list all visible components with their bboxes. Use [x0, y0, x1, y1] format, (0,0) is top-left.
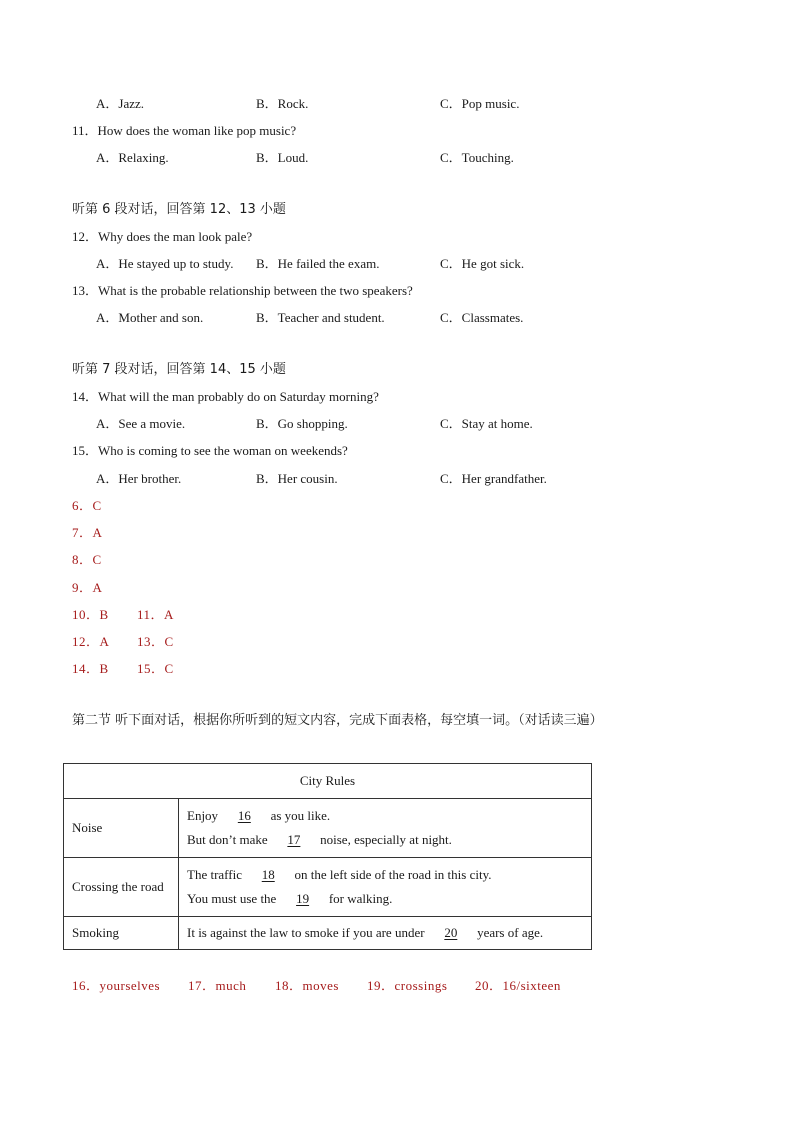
- table-row-noise: [64, 799, 592, 858]
- answer-17: 17．much: [188, 978, 247, 993]
- blank-20: 20: [444, 925, 458, 940]
- q15-question: 15．Who is coming to see the woman on weekends?: [72, 443, 348, 458]
- q15-option-a: A．Her brother.: [96, 471, 182, 486]
- q10-option-c: C．Pop music.: [440, 96, 520, 111]
- blank-18: 18: [261, 867, 275, 882]
- row-content-smoking: [179, 917, 592, 950]
- row-label-crossing: Crossing the road: [64, 858, 179, 917]
- answer-7: 7．A: [72, 525, 103, 540]
- section7-heading: 听第 7 段对话，回答第 14、15 小题: [72, 362, 286, 377]
- answer-20: 20．16/sixteen: [475, 978, 561, 993]
- answer-15: 15．C: [137, 661, 174, 676]
- q13-option-b: B．Teacher and student.: [256, 310, 385, 325]
- part2-heading: 第二节 听下面对话，根据你所听到的短文内容，完成下面表格，每空填一词。（对话读三遍）: [72, 713, 603, 728]
- q13-question: 13．What is the probable relationship between the two speakers?: [72, 283, 413, 298]
- section6-heading: 听第 6 段对话，回答第 12、13 小题: [72, 202, 286, 217]
- table-row-smoking: [64, 917, 592, 950]
- q10-option-b: B．Rock.: [256, 96, 309, 111]
- q11-question: 11．How does the woman like pop music?: [72, 123, 297, 138]
- table-row-crossing: [64, 858, 592, 917]
- answer-9: 9．A: [72, 580, 103, 595]
- answer-10: 10．B: [72, 607, 109, 622]
- answer-12: 12．A: [72, 634, 110, 649]
- q15-option-b: B．Her cousin.: [256, 471, 338, 486]
- q11-option-c: C．Touching.: [440, 150, 514, 165]
- row-label-smoking: Smoking: [64, 917, 179, 950]
- crossing-line1-pre: The traffic: [187, 867, 242, 882]
- table-title: City Rules: [64, 764, 592, 799]
- blank-19: 19: [296, 891, 310, 906]
- q15-option-c: C．Her grandfather.: [440, 471, 547, 486]
- q11-option-b: B．Loud.: [256, 150, 309, 165]
- noise-line2-post: noise, especially at night.: [320, 832, 452, 847]
- row-content-noise: [179, 799, 592, 858]
- q13-option-c: C．Classmates.: [440, 310, 524, 325]
- blank-16: 16: [237, 808, 251, 823]
- q13-option-a: A．Mother and son.: [96, 310, 204, 325]
- q12-option-b: B．He failed the exam.: [256, 256, 380, 271]
- crossing-line2-post: for walking.: [328, 891, 393, 906]
- q14-option-a: A．See a movie.: [96, 416, 186, 431]
- noise-line2-pre: But don’t make: [187, 832, 268, 847]
- q14-option-b: B．Go shopping.: [256, 416, 348, 431]
- smoking-line1-pre: It is against the law to smoke if you are under: [187, 925, 425, 940]
- noise-line1-pre: Enjoy: [187, 808, 219, 823]
- answer-6: 6．C: [72, 498, 102, 513]
- q11-option-a: A．Relaxing.: [96, 150, 169, 165]
- smoking-line1-post: years of age.: [477, 925, 544, 940]
- crossing-line1-post: on the left side of the road in this city.: [294, 867, 492, 882]
- crossing-line2-pre: You must use the: [187, 891, 277, 906]
- answer-11: 11．A: [137, 607, 174, 622]
- q12-question: 12．Why does the man look pale?: [72, 229, 253, 244]
- q12-option-c: C．He got sick.: [440, 256, 525, 271]
- row-content-crossing: [179, 858, 592, 917]
- answer-18: 18．moves: [275, 978, 339, 993]
- row-label-noise: Noise: [64, 799, 179, 858]
- noise-line1-post: as you like.: [270, 808, 331, 823]
- answer-16: 16．yourselves: [72, 978, 161, 993]
- q12-option-a: A．He stayed up to study.: [96, 256, 234, 271]
- answer-14: 14．B: [72, 661, 109, 676]
- q14-option-c: C．Stay at home.: [440, 416, 533, 431]
- q14-question: 14．What will the man probably do on Saturday morning?: [72, 389, 379, 404]
- answer-8: 8．C: [72, 552, 102, 567]
- city-rules-table: [63, 763, 592, 950]
- answer-13: 13．C: [137, 634, 174, 649]
- q10-option-a: A．Jazz.: [96, 96, 145, 111]
- answer-19: 19．crossings: [367, 978, 448, 993]
- blank-17: 17: [287, 832, 301, 847]
